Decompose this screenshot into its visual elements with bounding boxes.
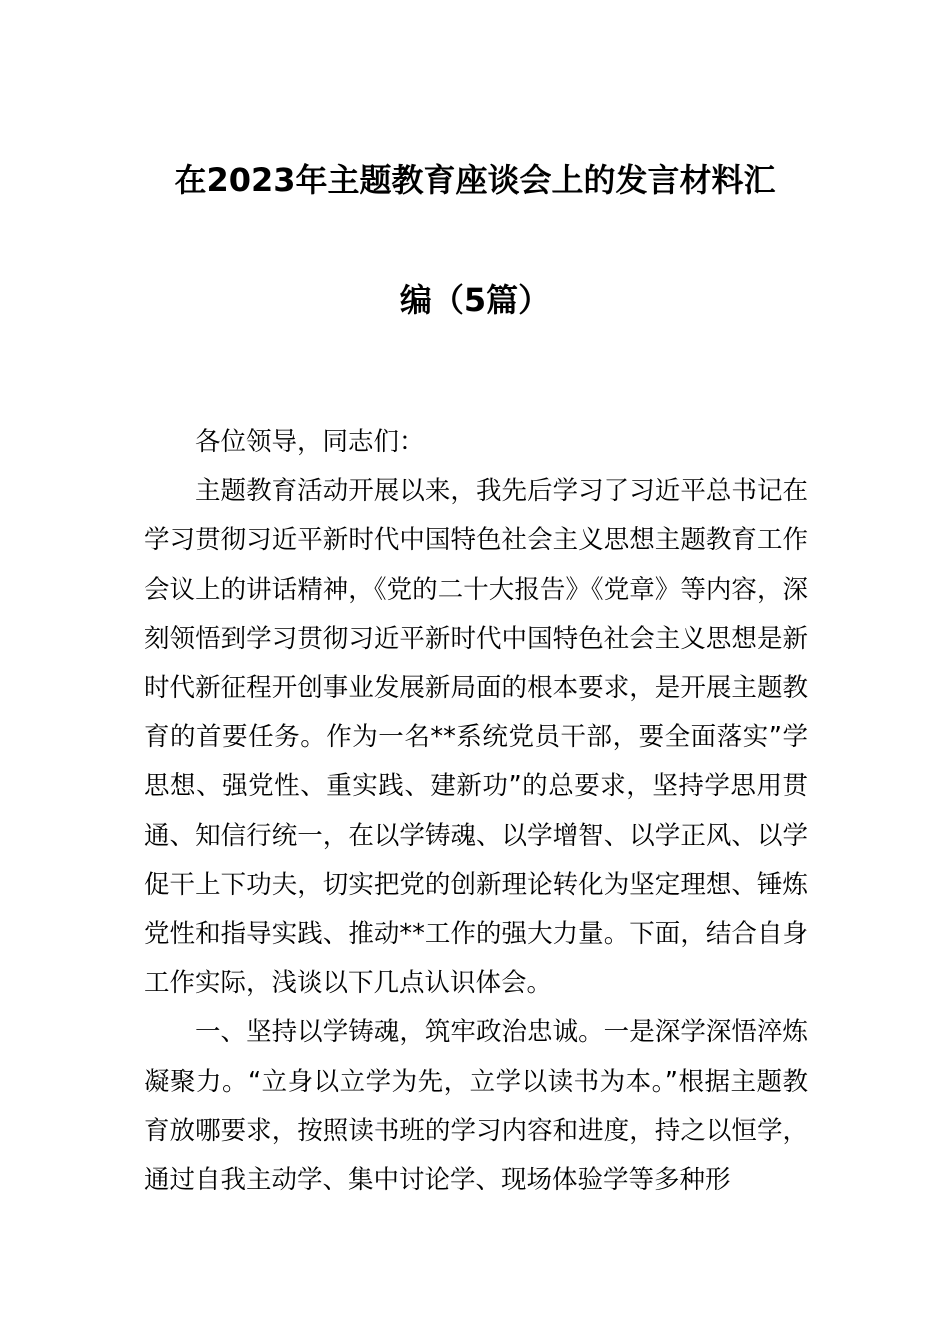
intro-paragraph: 主题教育活动开展以来，我先后学习了习近平总书记在学习贯彻习近平新时代中国特色社会主义思想主题教育工作会议上的讲话精神，《党的二十大报告》《党章》等内容，深刻领悟到学习贯彻习近平新时代中国特色社会主义思想是新时代新征程开创事业发展新局面的根本要求，是开展主题教育的首要任务。作为一名**系统党员干部，要全面落实”学思想、强党性、重实践、建新功”的总要求，坚持学思用贯通、知信行统一，在以学铸魂、以学增智、以学正风、以学促干上下功夫，切实把党的创新理论转化为坚定理想、锤炼党性和指导实践、推动**工作的强大力量。下面，结合自身工作实际，浅谈以下几点认识体会。 xyxy=(144,476,808,999)
document-title-line-1: 在2023年主题教育座谈会上的发言材料汇 xyxy=(174,161,776,199)
document-body xyxy=(144,418,808,1205)
document-title-line-2: 编（5篇） xyxy=(399,281,551,319)
section-one-paragraph: 一、坚持以学铸魂，筑牢政治忠诚。一是深学深悟淬炼凝聚力。“立身以立学为先，立学以读书为本。”根据主题教育放哪要求，按照读书班的学习内容和进度，持之以恒学，通过自我主动学、集中讨论学、现场体验学等多种形 xyxy=(144,1017,808,1196)
salutation-paragraph: 各位领导，同志们： xyxy=(195,427,425,457)
